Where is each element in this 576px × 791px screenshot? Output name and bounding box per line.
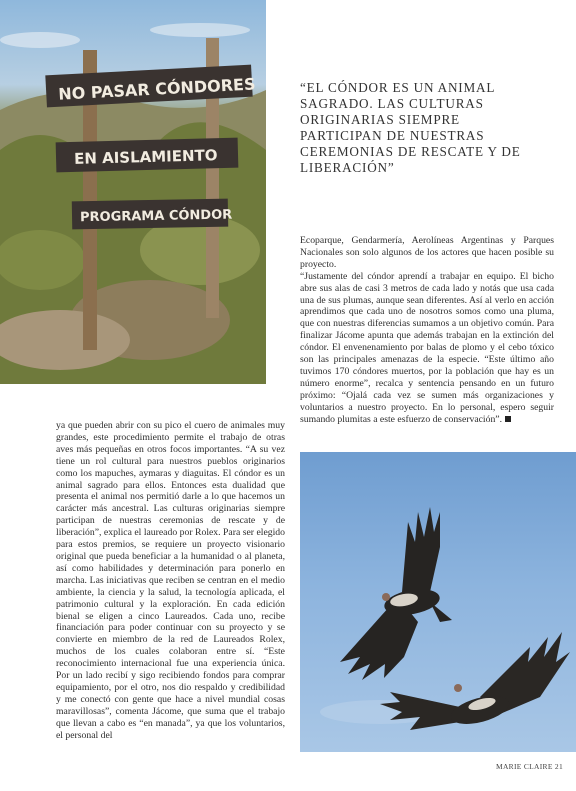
condor-illustration bbox=[300, 452, 576, 752]
sign-photo bbox=[0, 0, 266, 384]
condor-photo bbox=[300, 452, 576, 752]
sign-line-1: NO PASAR CÓNDORES bbox=[57, 74, 256, 104]
end-mark-icon bbox=[505, 416, 511, 422]
article-column-right bbox=[300, 235, 554, 426]
sign-line-3: PROGRAMA CÓNDOR bbox=[79, 207, 233, 226]
sign-illustration bbox=[0, 0, 266, 384]
page-folio: MARIE CLAIRE 21 bbox=[496, 762, 563, 771]
paragraph bbox=[300, 271, 554, 426]
pull-quote: “EL CÓNDOR ES UN ANIMAL SAGRADO. LAS CULTURAS ORIGINARIAS SIEMPRE PARTICIPAN DE NUESTRAS CEREMONIAS DE RESCATE Y DE LIBERACIÓN” bbox=[300, 80, 521, 175]
sign-line-2: EN AISLAMIENTO bbox=[73, 146, 218, 168]
paragraph: Ecoparque, Gendarmería, Aerolíneas Argentinas y Parques Nacionales son solo algunos de los actores que hacen posible su proyecto. bbox=[300, 235, 554, 270]
article-column-left: ya que pueden abrir con su pico el cuero de animales muy grandes, este procedimiento permite el trabajo de otras aves más pequeñas en otros focos importantes. “A su vez tiene un rol cultural para nuestros pueblos originarios como los mapuches, aymaras y diaguitas. El cóndor es un animal sagrado para ellos. Entonces esta dualidad que presenta el animal nos permitió darle a lo que hacemos un carácter más ancestral. Las culturas originarias siempre participan de nuestras ceremonias de rescate y de liberación”, explica el laureado por Rolex. Para ser elegido para estos premios, se requiere un proyecto visionario original que pueda beneficiar a la humanidad o al planeta, así como habilidades y determinación para ponerlo en marcha. Las iniciativas que reciben se centran en el medio ambiente, la ciencia y la salud, la tecnología aplicada, el patrimonio cultural y la exploración. En cada edición bienal se eligen a cinco Laureados. Cada uno, recibe financiación para poder continuar con su proyecto y se convierte en miembro de la red de Laureados Rolex, muchos de los cuales colaboran entre sí. “Este reconocimiento internacional fue una experiencia única. Por un lado recibí y sigo recibiendo fondos para comprar equipamiento, por el otro, nos dio respaldo y credibilidad y me conectó con gente que hace a nivel mundial cosas maravillosas”, comenta Jácome, que suma que el trabajo que llevan a cabo es “en manada”, ya que los voluntarios, el personal del bbox=[56, 420, 285, 741]
paragraph-text: “Justamente del cóndor aprendí a trabajar en equipo. El bicho abre sus alas de casi 3 metros de cada lado y notás que usa cada una de sus plumas, aunque sean diferentes. Así al verlo en acción aprendimos que cada uno de nosotros somos como una pluma, que con nuestras diferencias sumamos a un objetivo común. Para finalizar Jácome apunta que además trabajan en la extinción del cóndor. El envenenamiento por balas de plomo y el cebo tóxico son las principales amenazas de la especie. “Este último año tuvimos 170 cóndores muertos, por la población que hay es un número enorme”, recalca y sentencia pensando en un futuro próximo: “Ojalá cada vez se sumen más organizaciones y voluntarios a nuestro proyecto. En lo personal, espero seguir sumando plumitas a este esfuerzo de conservación”. bbox=[300, 270, 554, 425]
